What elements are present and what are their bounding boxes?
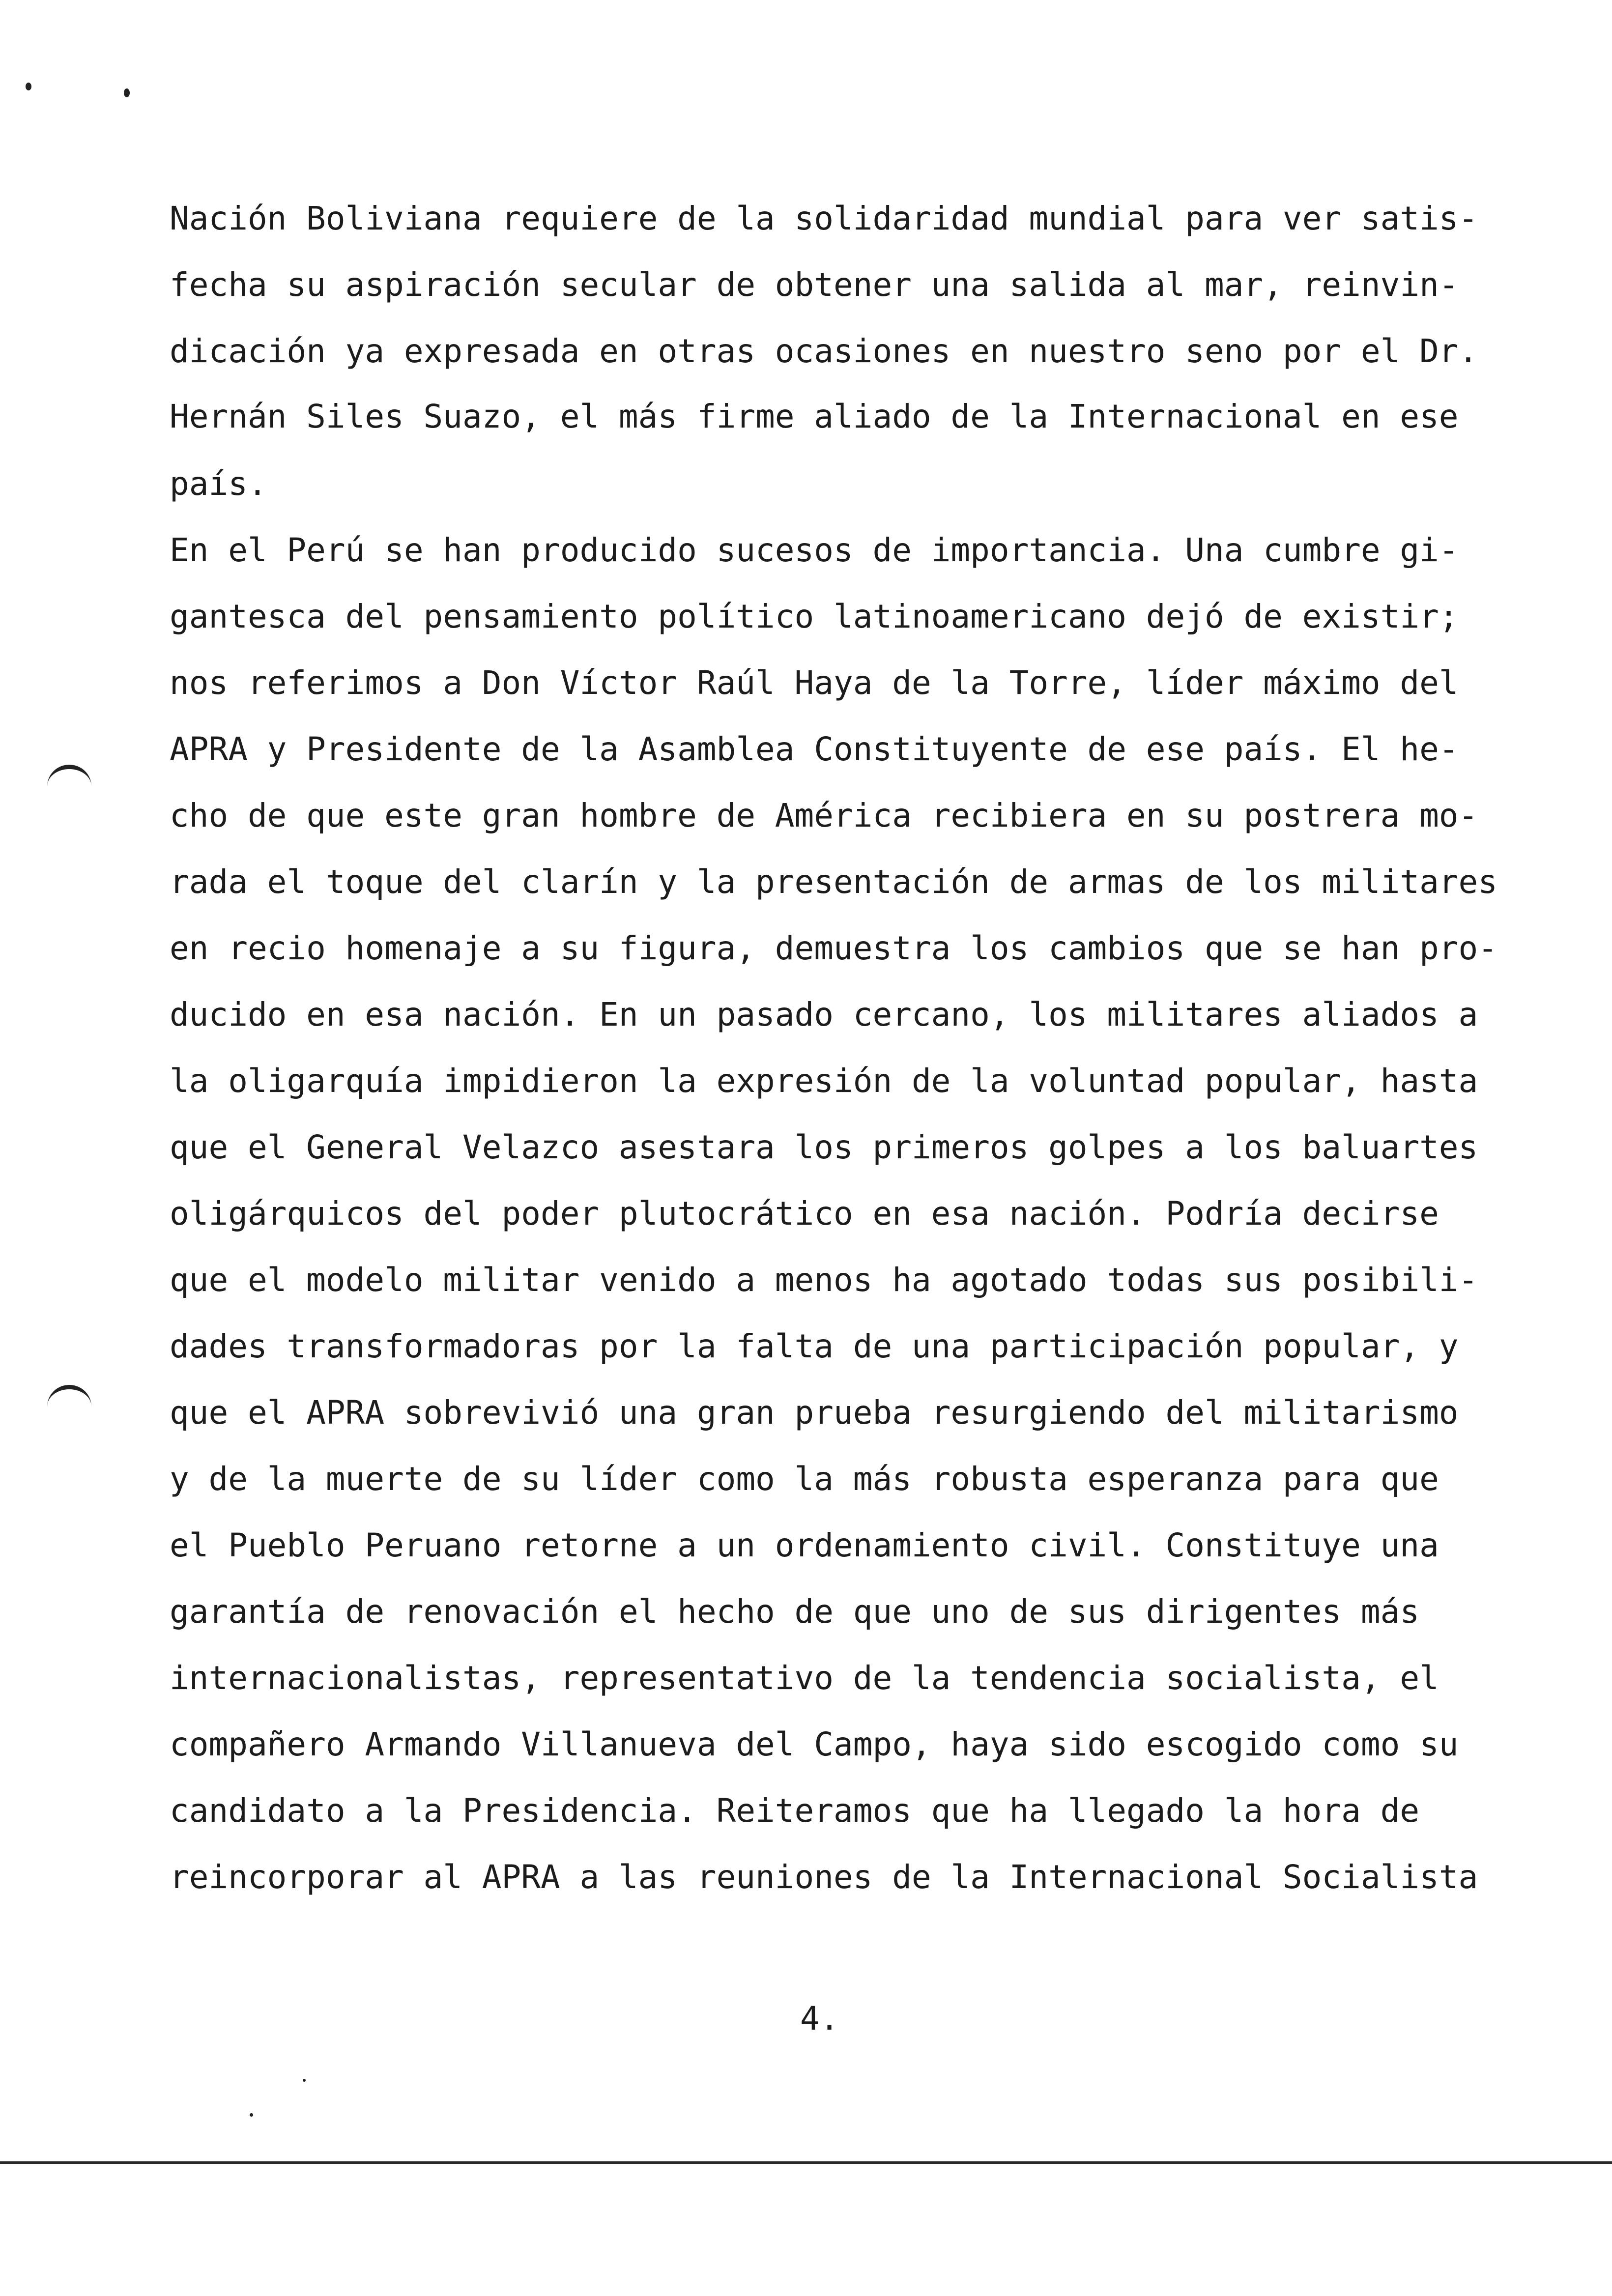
body-text-line: el Pueblo Peruano retorne a un ordenamiento civil. Constituye una xyxy=(170,1526,1439,1564)
binder-hole-mark xyxy=(47,765,91,786)
body-text-line: país. xyxy=(170,465,267,503)
body-text-line: dades transformadoras por la falta de una participación popular, y xyxy=(170,1327,1459,1365)
body-text-line: oligárquicos del poder plutocrático en esa nación. Podría decirse xyxy=(170,1195,1439,1233)
footer-rule xyxy=(0,2161,1612,2164)
body-text-line: gantesca del pensamiento político latinoamericano dejó de existir; xyxy=(170,598,1459,635)
body-text-line: reincorporar al APRA a las reuniones de la Internacional Socialista xyxy=(170,1858,1478,1896)
scan-speck xyxy=(124,88,130,97)
body-text-line: Nación Boliviana requiere de la solidaridad mundial para ver satis- xyxy=(170,200,1478,237)
body-text-line: la oligarquía impidieron la expresión de la voluntad popular, hasta xyxy=(170,1062,1478,1100)
body-text-line: ducido en esa nación. En un pasado cercano, los militares aliados a xyxy=(170,996,1478,1033)
scan-speck xyxy=(26,83,31,90)
body-text-line: que el General Velazco asestara los primeros golpes a los baluartes xyxy=(170,1128,1478,1166)
page-number: 4. xyxy=(800,2000,839,2038)
body-text-line: en recio homenaje a su figura, demuestra los cambios que se han pro- xyxy=(170,929,1498,967)
body-text-line: cho de que este gran hombre de América recibiera en su postrera mo- xyxy=(170,797,1478,834)
body-text-line: fecha su aspiración secular de obtener una salida al mar, reinvin- xyxy=(170,266,1459,304)
binder-hole-mark xyxy=(47,1385,91,1406)
body-text-line: candidato a la Presidencia. Reiteramos que ha llegado la hora de xyxy=(170,1792,1420,1830)
body-text-line: garantía de renovación el hecho de que uno de sus dirigentes más xyxy=(170,1593,1420,1631)
body-text-line: nos referimos a Don Víctor Raúl Haya de la Torre, líder máximo del xyxy=(170,664,1459,702)
body-text-line: internacionalistas, representativo de la tendencia socialista, el xyxy=(170,1659,1439,1697)
body-text-line: rada el toque del clarín y la presentación de armas de los militares xyxy=(170,863,1498,901)
body-text-line: dicación ya expresada en otras ocasiones en nuestro seno por el Dr. xyxy=(170,332,1478,370)
body-text-line: APRA y Presidente de la Asamblea Constituyente de ese país. El he- xyxy=(170,730,1459,768)
scan-speck xyxy=(250,2113,253,2117)
body-text-line: que el APRA sobrevivió una gran prueba resurgiendo del militarismo xyxy=(170,1394,1459,1432)
scan-speck xyxy=(303,2079,306,2082)
body-text-line: En el Perú se han producido sucesos de importancia. Una cumbre gi- xyxy=(170,531,1459,569)
body-text-line: compañero Armando Villanueva del Campo, haya sido escogido como su xyxy=(170,1725,1459,1763)
body-text-line: y de la muerte de su líder como la más robusta esperanza para que xyxy=(170,1460,1439,1498)
body-text-line: Hernán Siles Suazo, el más firme aliado de la Internacional en ese xyxy=(170,398,1459,435)
body-text-line: que el modelo militar venido a menos ha agotado todas sus posibili- xyxy=(170,1261,1478,1299)
